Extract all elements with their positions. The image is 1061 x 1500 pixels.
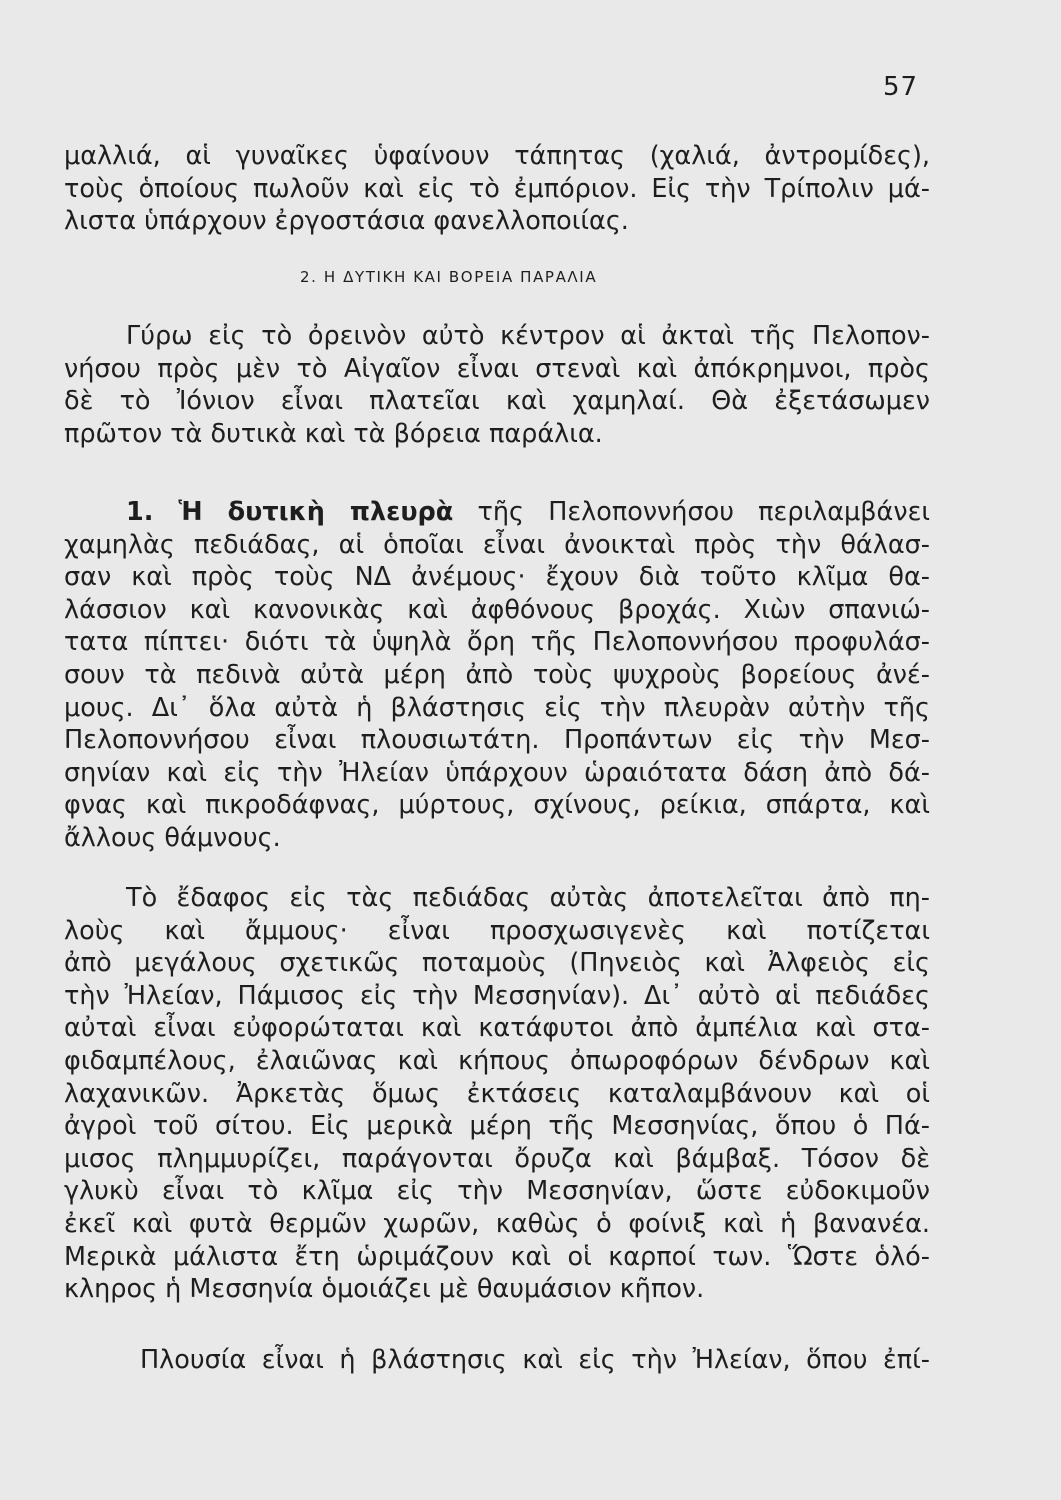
subsection-heading: 1. Ἡ δυτικὴ πλευρὰ xyxy=(126,497,454,527)
text-line: ἀπὸ μεγάλους σχετικῶς ποταμοὺς (Πηνειὸς καὶ Ἀλφειὸς εἰς xyxy=(64,948,930,979)
text-line: αὐταὶ εἶναι εὐφορώταται καὶ κατάφυτοι ἀπὸ ἀμπέλια καὶ στα- xyxy=(64,1013,930,1044)
text-line: ἐκεῖ καὶ φυτὰ θερμῶν χωρῶν, καθὼς ὁ φοίνιξ καὶ ἡ βανανέα. xyxy=(64,1208,930,1239)
text-line: μισος πλημμυρίζει, παράγονται ὄρυζα καὶ βάμβαξ. Τόσον δὲ xyxy=(64,1143,930,1174)
text-line: φιδαμπέλους, ἐλαιῶνας καὶ κήπους ὀπωροφόρων δένδρων καὶ xyxy=(64,1045,930,1076)
text-line: κληρος ἡ Μεσσηνία ὁμοιάζει μὲ θαυμάσιον κῆπον. xyxy=(64,1274,705,1305)
text-line xyxy=(64,496,930,529)
text-line: σαν καὶ πρὸς τοὺς ΝΔ ἀνέμους· ἔχουν διὰ τοῦτο κλῖμα θα- xyxy=(64,562,930,593)
text-line: δὲ τὸ Ἰόνιον εἶναι πλατεῖαι καὶ χαμηλαί. Θὰ ἐξετάσωμεν xyxy=(64,386,930,417)
intro-paragraph xyxy=(64,320,930,450)
text-line: φνας καὶ πικροδάφνας, μύρτους, σχίνους, ρείκια, σπάρτα, καὶ xyxy=(64,790,930,821)
text-line: Γύρω εἰς τὸ ὀρεινὸν αὐτὸ κέντρον αἱ ἀκταὶ τῆς Πελοπον- xyxy=(126,321,930,351)
text-line: νήσου πρὸς μὲν τὸ Αἰγαῖον εἶναι στεναὶ καὶ ἀπόκρημνοι, πρὸς xyxy=(64,353,930,384)
page-number: 57 xyxy=(883,72,919,102)
text-line: γλυκὺ εἶναι τὸ κλῖμα εἰς τὴν Μεσσηνίαν, ὥστε εὐδοκιμοῦν xyxy=(64,1176,930,1207)
text-line: ἄλλους θάμνους. xyxy=(64,822,281,853)
western-side-paragraph xyxy=(64,496,930,855)
text-line: λαχανικῶν. Ἀρκετὰς ὅμως ἐκτάσεις καταλαμβάνουν καὶ οἱ xyxy=(64,1078,930,1109)
text-line: τοὺς ὁποίους πωλοῦν καὶ εἰς τὸ ἐμπόριον. Εἰς τὴν Τρίπολιν μά- xyxy=(64,173,930,204)
text-line: λάσσιον καὶ κανονικὰς καὶ ἀφθόνους βροχάς. Χιὼν σπανιώ- xyxy=(64,594,930,625)
text-line: σηνίαν καὶ εἰς τὴν Ἠλείαν ὑπάρχουν ὡραιότατα δάση ἀπὸ δά- xyxy=(64,757,930,788)
text-line: χαμηλὰς πεδιάδας, αἱ ὁποῖαι εἶναι ἀνοικταὶ πρὸς τὴν θάλασ- xyxy=(64,529,930,560)
text-line: λιστα ὑπάρχουν ἐργοστάσια φανελλοποιίας. xyxy=(64,206,629,237)
text-line: Μερικὰ μάλιστα ἔτη ὡριμάζουν καὶ οἱ καρποί των. Ὥστε ὁλό- xyxy=(64,1241,930,1272)
text-line: τατα πίπτει· διότι τὰ ὑψηλὰ ὄρη τῆς Πελοποννήσου προφυλάσ- xyxy=(64,627,930,658)
text-line: μους. Δι᾿ ὅλα αὐτὰ ἡ βλάστησις εἰς τὴν πλευρὰν αὐτὴν τῆς xyxy=(64,692,930,723)
text-line: ἀγροὶ τοῦ σίτου. Εἰς μερικὰ μέρη τῆς Μεσσηνίας, ὅπου ὁ Πά- xyxy=(64,1111,930,1142)
text-line: μαλλιά, αἱ γυναῖκες ὑφαίνουν τάπητας (χαλιά, ἀντρομίδες), xyxy=(64,141,930,171)
text-line: πρῶτον τὰ δυτικὰ καὶ τὰ βόρεια παράλια. xyxy=(64,418,603,449)
opening-paragraph xyxy=(64,140,930,238)
text-line: Πλουσία εἶναι ἡ βλάστησις καὶ εἰς τὴν Ἠλείαν, ὅπου ἐπί- xyxy=(140,1345,930,1375)
final-paragraph xyxy=(64,1344,930,1377)
text-line: λοὺς καὶ ἄμμους· εἶναι προσχωσιγενὲς καὶ ποτίζεται xyxy=(64,915,930,946)
soil-paragraph xyxy=(64,882,930,1306)
text-run: τῆς Πελοποννήσου περιλαμβάνει xyxy=(477,497,931,527)
text-line: τὴν Ἠλείαν, Πάμισος εἰς τὴν Μεσσηνίαν). Δι᾿ αὐτὸ αἱ πεδιάδες xyxy=(64,980,930,1011)
text-line: Τὸ ἔδαφος εἰς τὰς πεδιάδας αὐτὰς ἀποτελεῖται ἀπὸ πη- xyxy=(126,883,930,913)
section-heading: 2. Η ΔΥΤΙΚΗ ΚΑΙ ΒΟΡΕΙΑ ΠΑΡΑΛΙΑ xyxy=(300,268,598,286)
text-line: σουν τὰ πεδινὰ αὐτὰ μέρη ἀπὸ τοὺς ψυχροὺς βορείους ἀνέ- xyxy=(64,659,930,690)
text-line: Πελοποννήσου εἶναι πλουσιωτάτη. Προπάντων εἰς τὴν Μεσ- xyxy=(64,725,930,756)
